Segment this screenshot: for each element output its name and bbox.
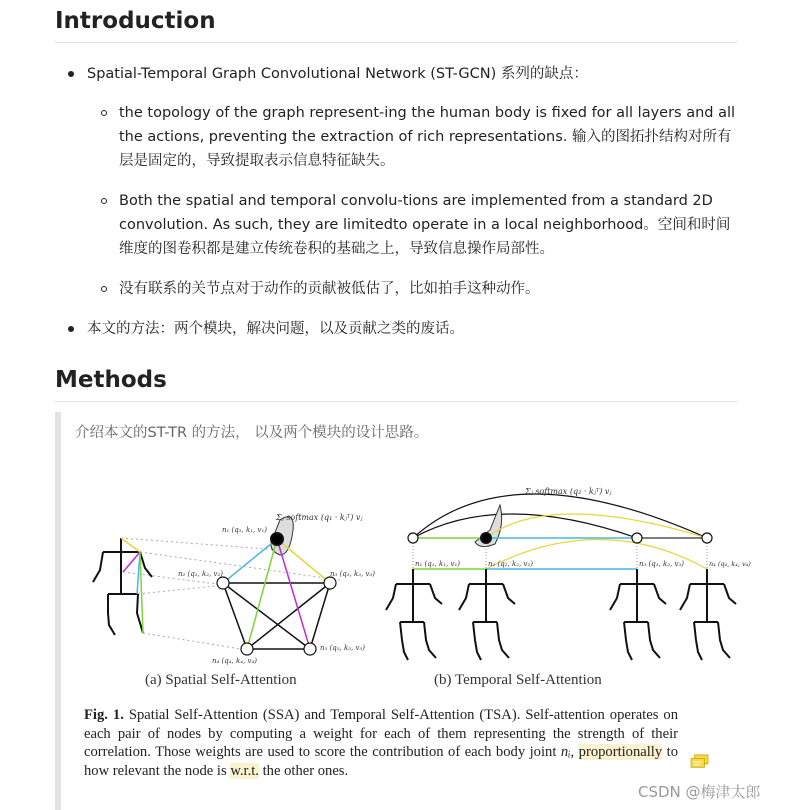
caption-text: the other ones. <box>258 762 349 779</box>
heading-rule <box>55 401 737 402</box>
highlighted-text[interactable]: w.r.t. <box>230 762 259 779</box>
subfigure-caption-b: (b) Temporal Self-Attention <box>434 672 602 688</box>
bullet <box>68 71 74 77</box>
list-item: Spatial-Temporal Graph Convolutional Network (ST-GCN) 系列的缺点： <box>87 66 588 82</box>
tsa-labels <box>415 487 751 568</box>
list-item <box>119 101 735 173</box>
subfigure-caption-a: (a) Spatial Self-Attention <box>145 672 297 688</box>
tsa-formula: Σⱼ softmax (q₂ · kⱼᵀ) vⱼ <box>525 487 612 496</box>
caption-text: , <box>570 744 579 761</box>
caption-label: Fig. 1. <box>84 707 124 723</box>
node-label: n₂ (q₂, k₂, v₂) <box>488 560 533 568</box>
node-label: n₄ (q₄, k₄, v₄) <box>212 657 257 665</box>
attention-figure <box>80 470 751 670</box>
methods-heading: Methods <box>55 367 167 393</box>
text-line: the actions, preventing the extraction of rich representations. 输入的图拓扑结构对所有 <box>119 129 732 145</box>
caption-text: to how relevant the node is <box>84 744 679 779</box>
node-label: n₁ (q₁, k₁, v₁) <box>415 560 460 568</box>
ssa-diagram <box>93 517 340 655</box>
bullet <box>68 326 74 332</box>
heading-rule <box>55 42 737 43</box>
bullet <box>101 110 107 116</box>
watermark: CSDN @梅津太郎 <box>638 783 761 801</box>
tsa-diagram <box>386 494 736 660</box>
ssa-formula: Σⱼ softmax (q₁ · kⱼᵀ) vⱼ <box>276 513 363 522</box>
comment-icon[interactable] <box>690 754 710 770</box>
text-line: Both the spatial and temporal convolu-tions are implemented from a standard 2D <box>119 193 713 209</box>
list-item: 没有联系的关节点对于动作的贡献被低估了，比如拍手这种动作。 <box>119 281 540 297</box>
node-label: n₁ (q₁, k₁, v₁) <box>222 526 267 534</box>
text-line: convolution. As such, they are limitedto operate in a local neighborhood。空间和时间 <box>119 217 731 233</box>
caption-text: Spatial Self-Attention (SSA) and Temporal Self-Attention (TSA). Self-attention operates on each pair of nodes by computing a weight for each of them representing the strength of their correlation. Those weights are used to score the contribution of each body joint <box>84 707 678 761</box>
node-label: n₅ (q₅, k₅, v₅) <box>320 644 365 652</box>
blockquote-bar <box>55 412 61 810</box>
list-item <box>119 189 730 261</box>
bullet <box>101 286 107 292</box>
node-label: n₄ (q₄, k₄, v₄) <box>709 560 751 568</box>
bullet <box>101 198 107 204</box>
node-label: n₃ (q₃, k₃, v₃) <box>330 570 375 578</box>
figure-caption <box>84 706 678 780</box>
node-label: n₃ (q₃, k₃, v₃) <box>639 560 684 568</box>
text-line: the topology of the graph represent-ing the human body is fixed for all layers and all <box>119 105 736 121</box>
text-line: 维度的图卷积都是建立传统卷积的基础之上，导致信息操作局部性。 <box>119 241 554 257</box>
text-line: 层是固定的，导致提取表示信息特征缺失。 <box>119 153 395 169</box>
caption-math: nᵢ <box>560 744 571 761</box>
introduction-heading: Introduction <box>55 8 216 34</box>
node-label: n₂ (q₂, k₂, v₂) <box>178 570 223 578</box>
highlighted-text[interactable]: proportionally <box>578 744 663 761</box>
list-item: 本文的方法：两个模块，解决问题，以及贡献之类的废话。 <box>87 321 464 337</box>
blockquote-text: 介绍本文的ST-TR 的方法， 以及两个模块的设计思路。 <box>75 425 429 441</box>
